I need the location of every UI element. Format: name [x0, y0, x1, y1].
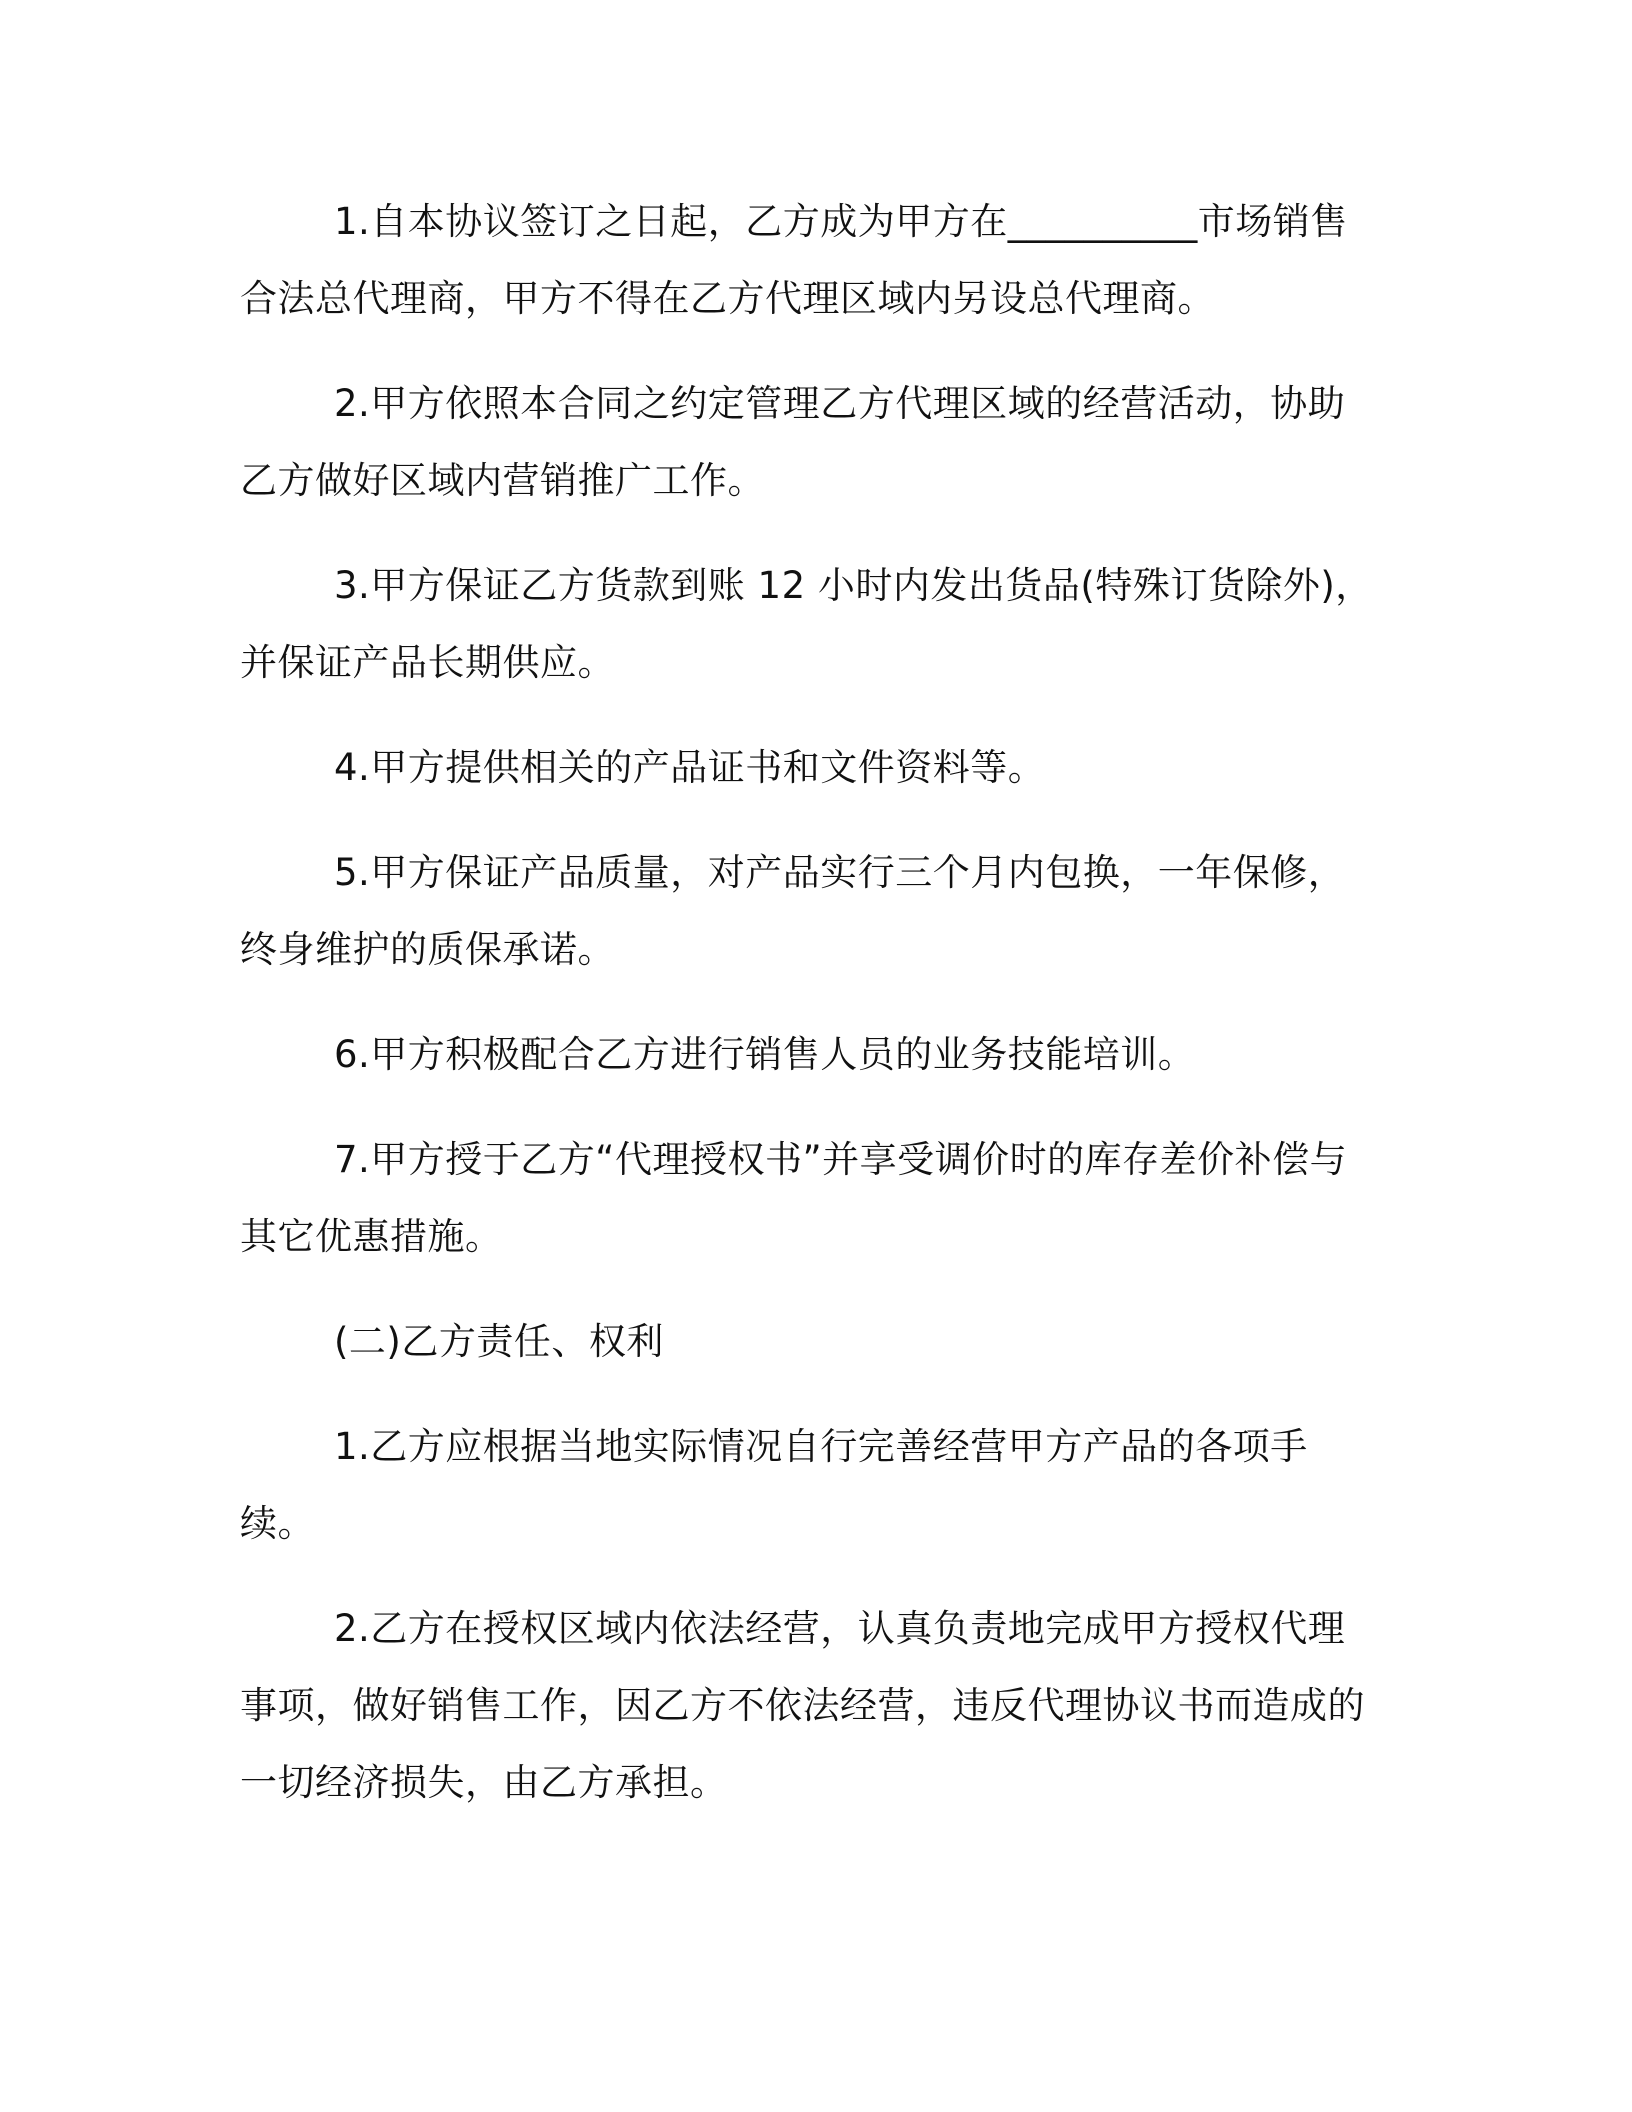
clause-a5: 5.甲方保证产品质量，对产品实行三个月内包换，一年保修，终身维护的质保承诺。 [240, 851, 1346, 971]
clause-a3: 3.甲方保证乙方货款到账 12 小时内发出货品(特殊订货除外)，并保证产品长期供应。 [240, 564, 1373, 684]
document-body [240, 183, 1380, 1849]
section-heading-party-b: (二)乙方责任、权利 [334, 1320, 664, 1363]
clause-a7: 7.甲方授于乙方“代理授权书”并享受调价时的库存差价补偿与其它优惠措施。 [240, 1138, 1348, 1258]
clause-a6: 6.甲方积极配合乙方进行销售人员的业务技能培训。 [334, 1033, 1196, 1076]
clause-b1: 1.乙方应根据当地实际情况自行完善经营甲方产品的各项手续。 [240, 1425, 1308, 1545]
clause-a2: 2.甲方依照本合同之约定管理乙方代理区域的经营活动，协助乙方做好区域内营销推广工作。 [240, 382, 1346, 502]
clause-a4: 4.甲方提供相关的产品证书和文件资料等。 [334, 746, 1046, 789]
clause-a1: 1.自本协议签订之日起，乙方成为甲方在__________市场销售合法总代理商，甲方不得在乙方代理区域内另设总代理商。 [240, 200, 1348, 320]
clause-b2: 2.乙方在授权区域内依法经营，认真负责地完成甲方授权代理事项，做好销售工作，因乙方不依法经营，违反代理协议书而造成的一切经济损失，由乙方承担。 [240, 1607, 1365, 1804]
